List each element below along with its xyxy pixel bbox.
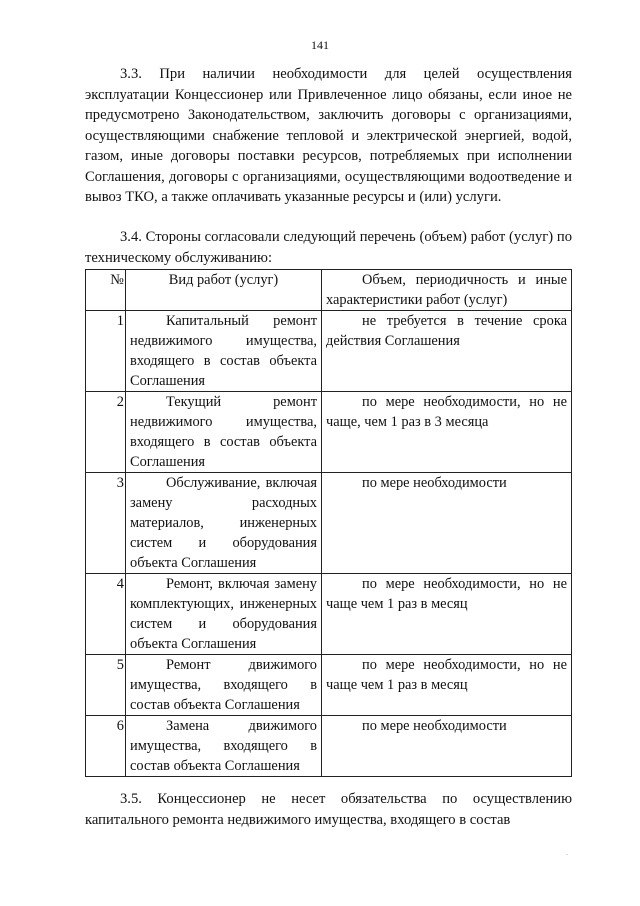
row-scope-text: по мере необходимости, но не чаще чем 1 раз в месяц xyxy=(326,576,567,612)
row-work-text: Ремонт, включая замену комплектующих, инженерных систем и оборудования объекта Соглашения xyxy=(130,576,317,652)
table-row xyxy=(86,311,572,392)
row-scope-text: по мере необходимости, но не чаще, чем 1 раз в 3 месяца xyxy=(326,394,567,430)
row-work xyxy=(126,392,322,473)
row-scope xyxy=(322,655,572,716)
row-scope xyxy=(322,716,572,777)
header-scope xyxy=(322,270,572,311)
paragraph-3-4: 3.4. Стороны согласовали следующий перечень (объем) работ (услуг) по техническому обслуживанию: xyxy=(85,229,572,266)
table-row xyxy=(86,392,572,473)
row-work-text: Замена движимого имущества, входящего в состав объекта Соглашения xyxy=(130,718,317,774)
row-work xyxy=(126,473,322,574)
table-row xyxy=(86,574,572,655)
row-number: 6 xyxy=(86,716,126,777)
row-number: 3 xyxy=(86,473,126,574)
paragraph-3-3: 3.3. При наличии необходимости для целей осуществления эксплуатации Концессионер или Привлеченное лицо обязаны, если иное не предусмотрено Законодательством, заключить договоры с организациями, осуществляющими снабжение тепловой и электрической энергией, водой, газом, иные договоры поставки ресурсов, потребляемых при исполнении Соглашения, договоры с организациями, осуществляющими водоотведение и вывоз ТКО, а также оплачивать указанные ресурсы и (или) услуги. xyxy=(85,66,572,205)
row-scope-text: по мере необходимости, но не чаще чем 1 раз в месяц xyxy=(326,657,567,693)
table-row xyxy=(86,716,572,777)
row-work xyxy=(126,716,322,777)
row-number: 2 xyxy=(86,392,126,473)
header-work-type: Вид работ (услуг) xyxy=(126,270,322,311)
row-number: 5 xyxy=(86,655,126,716)
row-scope xyxy=(322,574,572,655)
row-scope-text: по мере необходимости xyxy=(362,475,507,491)
row-work-text: Текущий ремонт недвижимого имущества, входящего в состав объекта Соглашения xyxy=(130,394,317,470)
row-number: 1 xyxy=(86,311,126,392)
page-number: 141 xyxy=(311,38,329,52)
table-header-row xyxy=(86,270,572,311)
row-work xyxy=(126,655,322,716)
works-table xyxy=(85,269,572,777)
row-scope xyxy=(322,311,572,392)
table-row xyxy=(86,655,572,716)
scan-speck: . xyxy=(566,848,568,857)
row-work xyxy=(126,574,322,655)
row-work xyxy=(126,311,322,392)
header-number: № xyxy=(86,270,126,311)
row-work-text: Капитальный ремонт недвижимого имущества, входящего в состав объекта Соглашения xyxy=(130,313,317,389)
row-scope xyxy=(322,392,572,473)
row-work-text: Обслуживание, включая замену расходных материалов, инженерных систем и оборудования объекта Соглашения xyxy=(130,475,317,571)
row-scope-text: не требуется в течение срока действия Соглашения xyxy=(326,313,567,349)
row-scope-text: по мере необходимости xyxy=(362,718,507,734)
row-work-text: Ремонт движимого имущества, входящего в состав объекта Соглашения xyxy=(130,657,317,713)
row-number: 4 xyxy=(86,574,126,655)
header-scope-text: Объем, периодичность и иные характеристики работ (услуг) xyxy=(326,272,567,308)
table-row xyxy=(86,473,572,574)
row-scope xyxy=(322,473,572,574)
paragraph-3-5: 3.5. Концессионер не несет обязательства по осуществлению капитального ремонта недвижимого имущества, входящего в состав xyxy=(85,791,572,828)
